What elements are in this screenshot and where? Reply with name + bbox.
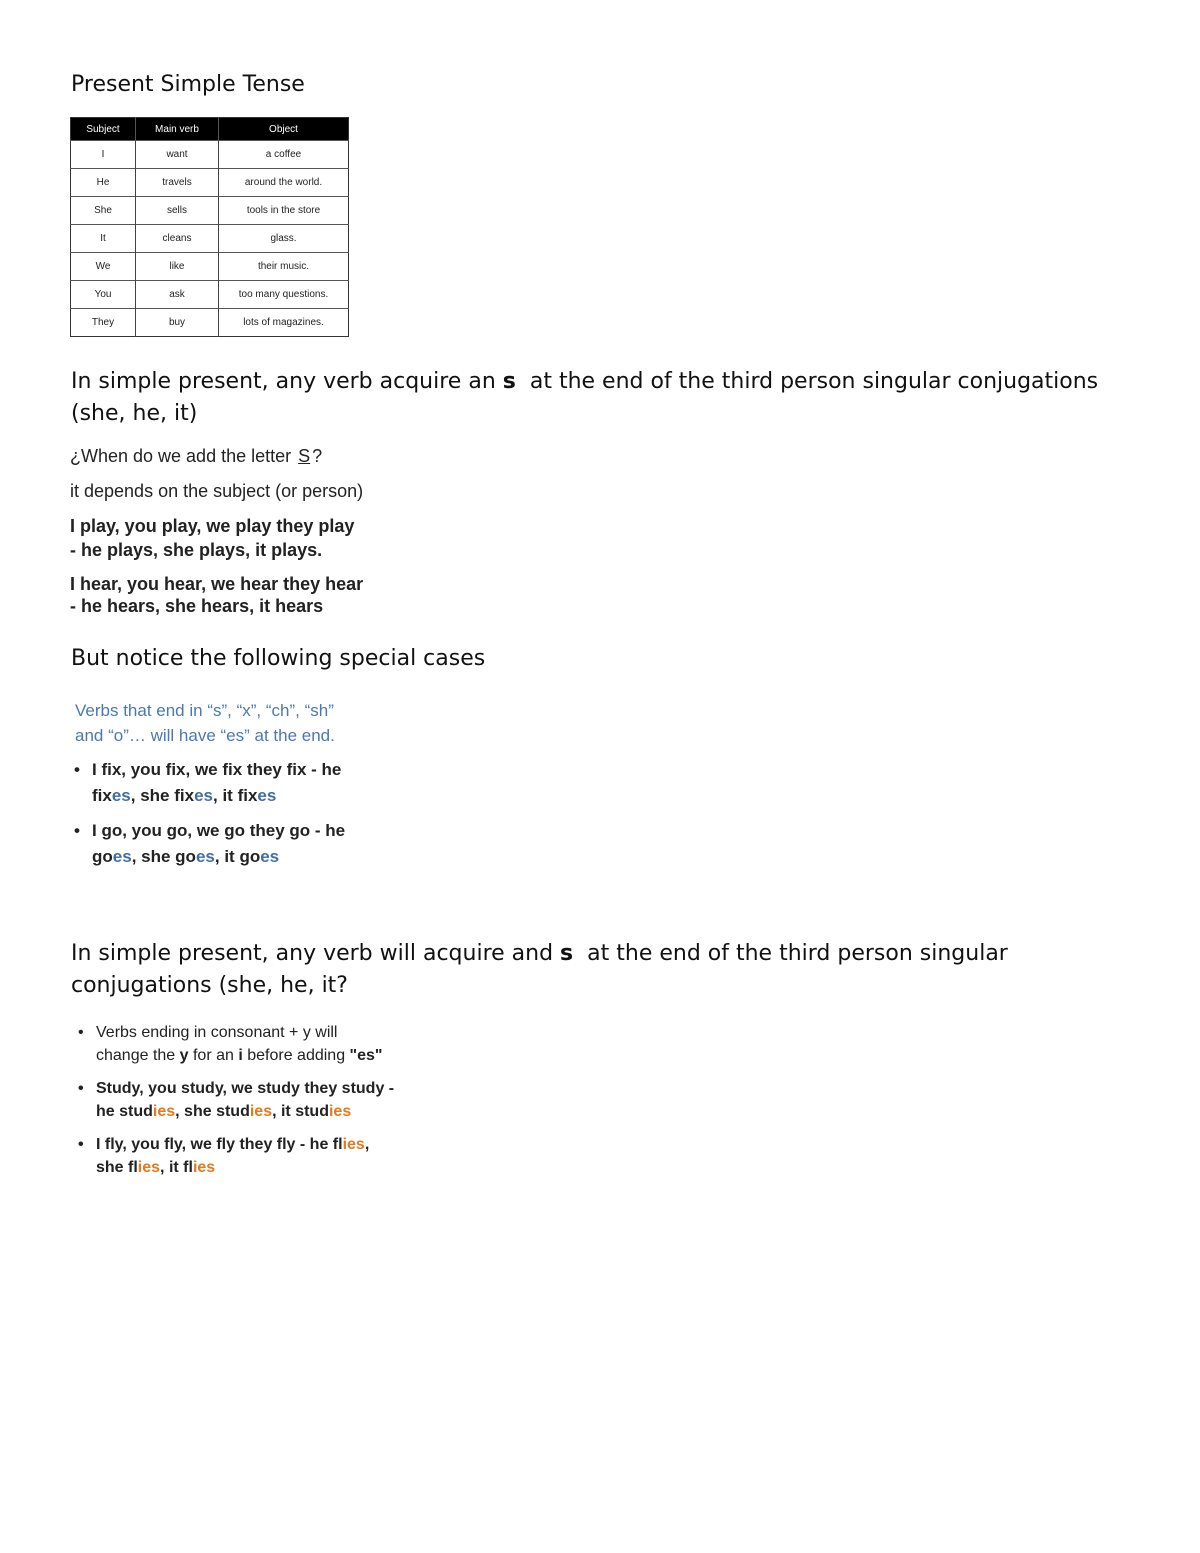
special-cases-heading: But notice the following special cases — [71, 646, 486, 671]
table-row — [71, 197, 349, 225]
go-stem: go — [92, 847, 113, 866]
go-ending: es — [195, 847, 215, 866]
es-rule-line-2: and “o”… will have “es” at the end. — [75, 726, 335, 745]
table-header-row — [71, 118, 349, 141]
hear-example — [70, 573, 363, 617]
go-ending: es — [112, 847, 132, 866]
cell-subject: It — [71, 225, 136, 253]
fly-ending: ies — [342, 1136, 365, 1153]
when-question — [70, 444, 322, 468]
es-rule-line-1: Verbs that end in “s”, “x”, “ch”, “sh” — [75, 701, 334, 720]
rule2-text-before: In simple present, any verb will acquire and — [71, 941, 561, 966]
fly-comma: , — [364, 1136, 370, 1153]
list-item — [72, 757, 472, 809]
fly-line-1 — [96, 1133, 496, 1156]
fly-ending: ies — [137, 1159, 161, 1176]
study-sep: , it — [272, 1103, 296, 1120]
fix-sep: , she — [130, 786, 175, 805]
go-line-1: • I go, you go, we go they go - he — [92, 821, 346, 840]
play-example — [70, 514, 354, 562]
es-examples-list — [72, 757, 472, 870]
column-header-main-verb: Main verb — [136, 118, 219, 141]
y-rule-text: for an — [188, 1047, 239, 1064]
fly-she: she — [96, 1159, 129, 1176]
y-rule-text: before adding — [242, 1047, 350, 1064]
fix-ending: es — [257, 786, 277, 805]
cell-verb: want — [136, 141, 219, 169]
y-rule-list — [76, 1021, 496, 1179]
verb-table — [70, 117, 349, 337]
table-row — [71, 141, 349, 169]
study-stem: stud — [216, 1103, 250, 1120]
study-ending: ies — [249, 1103, 273, 1120]
rule1-text-after: at the end of the third person singular conjugations (she, he, it) — [71, 369, 1106, 426]
rule1-text-before: In simple present, any verb acquire an — [71, 369, 503, 394]
cell-object: glass. — [219, 225, 349, 253]
cell-subject: We — [71, 253, 136, 281]
fly-text: I fly, you fly, we fly they fly - he — [96, 1136, 333, 1153]
fly-line-2 — [96, 1156, 496, 1179]
study-he: he — [96, 1103, 120, 1120]
cell-object: their music. — [219, 253, 349, 281]
table-row — [71, 169, 349, 197]
cell-subject: He — [71, 169, 136, 197]
cell-subject: You — [71, 281, 136, 309]
fix-ending: es — [111, 786, 131, 805]
go-sep: , it — [214, 847, 240, 866]
table-row — [71, 281, 349, 309]
y-rule-line-1: • Verbs ending in consonant + y will — [96, 1024, 338, 1041]
study-line-1: • Study, you study, we study they study - — [96, 1080, 395, 1097]
fix-stem: fix — [237, 786, 258, 805]
go-ending: es — [260, 847, 280, 866]
study-stem: stud — [295, 1103, 329, 1120]
go-line-2 — [92, 844, 472, 870]
study-sep: , she — [175, 1103, 217, 1120]
when-question-mark: ? — [312, 446, 323, 466]
y-rule-y: y — [179, 1047, 189, 1064]
table-row — [71, 253, 349, 281]
fly-stem: fl — [183, 1159, 193, 1176]
cell-verb: ask — [136, 281, 219, 309]
rule1-letter: s — [502, 369, 516, 394]
fix-ending: es — [194, 786, 213, 805]
column-header-object: Object — [219, 118, 349, 141]
when-answer: it depends on the subject (or person) — [70, 481, 364, 501]
list-item — [76, 1021, 496, 1067]
hear-line-2: - he hears, she hears, it hears — [70, 596, 324, 616]
cell-object: too many questions. — [219, 281, 349, 309]
table-row — [71, 309, 349, 337]
study-ending: ies — [152, 1103, 176, 1120]
cell-verb: travels — [136, 169, 219, 197]
cell-object: around the world. — [219, 169, 349, 197]
cell-subject: She — [71, 197, 136, 225]
play-line-1: I play, you play, we play they play — [70, 516, 355, 536]
fix-line-2 — [92, 783, 472, 809]
fix-stem: fix — [92, 786, 112, 805]
cell-object: a coffee — [219, 141, 349, 169]
table-row — [71, 225, 349, 253]
list-item — [72, 818, 472, 870]
fly-sep: , it — [160, 1159, 184, 1176]
fly-stem: fl — [128, 1159, 138, 1176]
rule-paragraph-2 — [71, 938, 1131, 1002]
fix-sep: , it — [213, 786, 238, 805]
hear-line-1: I hear, you hear, we hear they hear — [70, 574, 364, 594]
y-rule-text: change the — [96, 1047, 180, 1064]
column-header-subject: Subject — [71, 118, 136, 141]
cell-object: tools in the store — [219, 197, 349, 225]
cell-verb: sells — [136, 197, 219, 225]
list-item — [76, 1133, 496, 1179]
y-rule-line-2 — [96, 1044, 496, 1067]
fix-stem: fix — [174, 786, 195, 805]
cell-subject: They — [71, 309, 136, 337]
rule2-text-after: at the end of the third person singular conjugations (she, he, it? — [71, 941, 1015, 998]
list-item — [76, 1077, 496, 1123]
play-line-2: - he plays, she plays, it plays. — [70, 540, 323, 560]
cell-verb: buy — [136, 309, 219, 337]
fix-line-1: • I fix, you fix, we fix they fix - he — [92, 760, 342, 779]
study-line-2 — [96, 1100, 496, 1123]
when-question-text: ¿When do we add the letter — [70, 446, 297, 466]
fly-stem: fl — [332, 1136, 343, 1153]
fly-ending: ies — [192, 1159, 216, 1176]
es-rule — [75, 698, 335, 748]
rule2-letter: s — [560, 941, 574, 966]
page-title: Present Simple Tense — [71, 72, 305, 97]
y-rule-es: "es" — [349, 1047, 383, 1064]
study-stem: stud — [119, 1103, 153, 1120]
cell-object: lots of magazines. — [219, 309, 349, 337]
rule-paragraph-1 — [71, 366, 1131, 430]
go-sep: , she — [131, 847, 176, 866]
cell-subject: I — [71, 141, 136, 169]
go-stem: go — [239, 847, 261, 866]
cell-verb: cleans — [136, 225, 219, 253]
when-letter: S — [298, 446, 311, 466]
study-ending: ies — [328, 1103, 352, 1120]
y-rule-i: i — [238, 1047, 243, 1064]
go-stem: go — [175, 847, 196, 866]
cell-verb: like — [136, 253, 219, 281]
